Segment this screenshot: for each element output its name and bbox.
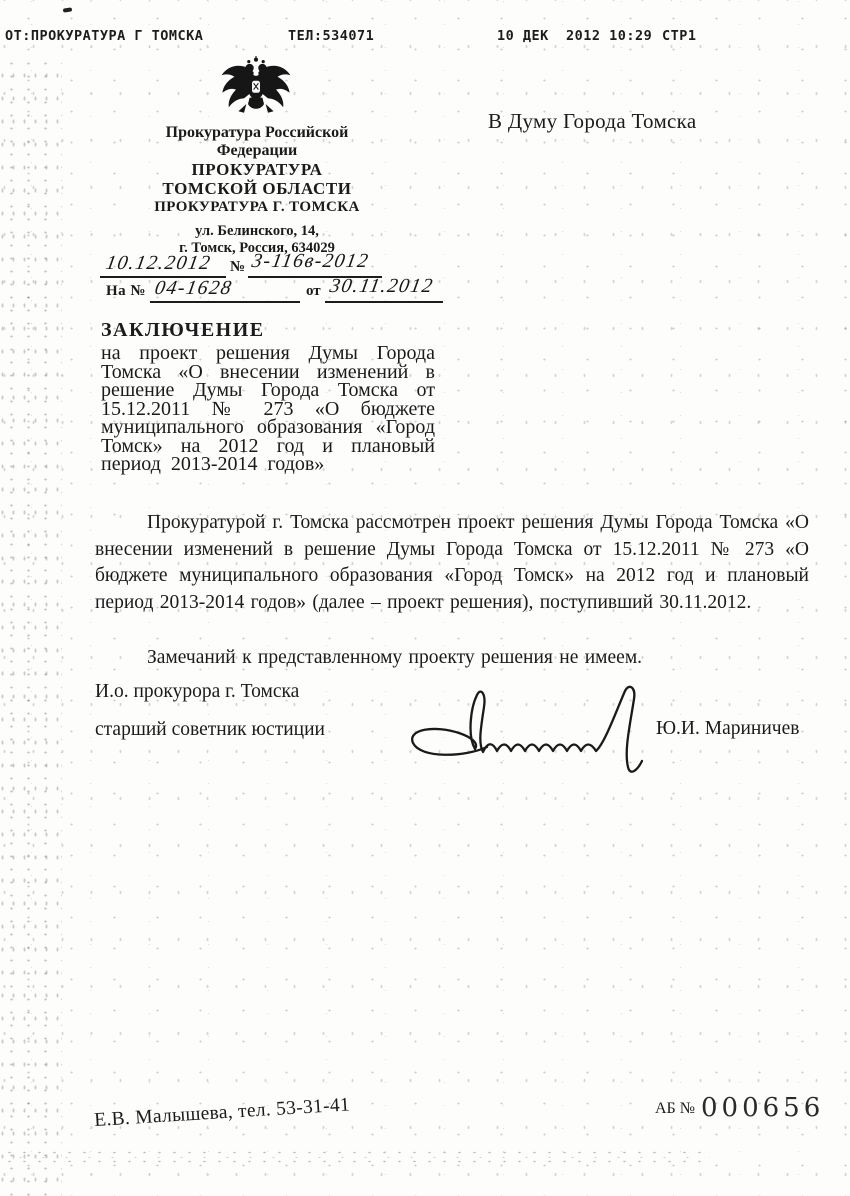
body-paragraph-2: Замечаний к представленному проекту решения не имеем. <box>147 647 643 668</box>
fax-page-number: СТР1 <box>662 28 697 44</box>
fax-sender: ОТ:ПРОКУРАТУРА Г ТОМСКА <box>5 28 204 44</box>
underline <box>325 301 443 303</box>
russia-coat-of-arms-icon <box>216 54 296 130</box>
letterhead-federation-title: Прокуратура Российской Федерации <box>165 124 349 159</box>
address-city: г. Томск, Россия, 634029 <box>179 239 335 256</box>
scan-noise-left-edge <box>0 55 62 1196</box>
underline <box>150 301 300 303</box>
address-street: ул. Белинского, 14, <box>195 223 319 239</box>
scan-noise-bottom-band <box>0 1146 710 1168</box>
recipient-line: В Думу Города Томска <box>488 109 697 133</box>
signature-icon <box>405 681 650 783</box>
reference-number-handwritten: 04-1628 <box>153 277 235 299</box>
fax-phone: ТЕЛ:534071 <box>288 28 375 44</box>
reference-date-handwritten: 30.11.2012 <box>328 275 436 297</box>
form-number: 000656 <box>701 1093 825 1123</box>
reference-number-label: На № <box>106 283 146 299</box>
body-paragraph-1: Прокуратурой г. Томска рассмотрен проект решения Думы Города Томска «О внесении изменений в решение Думы Города Томска от 15.12.2011 № 273 «О бюджете муниципального образования «Город Томск» на 2012 год и плановый период 2013-2014 годов» (далее – проект решения), поступивший 30.11.2012. <box>95 512 809 613</box>
executor-contact: Е.В. Малышева, тел. 53-31-41 <box>93 1094 351 1132</box>
outgoing-number-handwritten: 3-116в-2012 <box>250 250 372 272</box>
fax-datetime: 10 ДЕК 2012 10:29 <box>497 28 653 44</box>
letterhead-region-title: ПРОКУРАТУРА ТОМСКОЙ ОБЛАСТИ <box>162 160 352 198</box>
form-series-label: АБ № <box>655 1100 696 1117</box>
scan-artifact <box>63 7 72 12</box>
signer-rank: старший советник юстиции <box>95 719 325 740</box>
form-number-stamp <box>655 1093 824 1123</box>
document-subject: на проект решения Думы Города Томска «О внесении изменений в решение Думы Города Томска от 15.12.2011 № 273 «О бюджете муниципального образования «Город Томск» на 2012 год и плановый период 2013-2014 годов» <box>101 342 435 475</box>
outgoing-date-handwritten: 10.12.2012 <box>104 252 214 274</box>
number-sign: № <box>230 259 246 275</box>
reference-date-label: от <box>306 283 321 299</box>
letterhead-city-title: ПРОКУРАТУРА Г. ТОМСКА <box>154 199 360 215</box>
fax-transmission-header <box>0 28 850 46</box>
signer-position: И.о. прокурора г. Томска <box>95 681 300 702</box>
signer-name: Ю.И. Мариничев <box>656 718 800 739</box>
document-title: ЗАКЛЮЧЕНИЕ <box>101 319 265 341</box>
